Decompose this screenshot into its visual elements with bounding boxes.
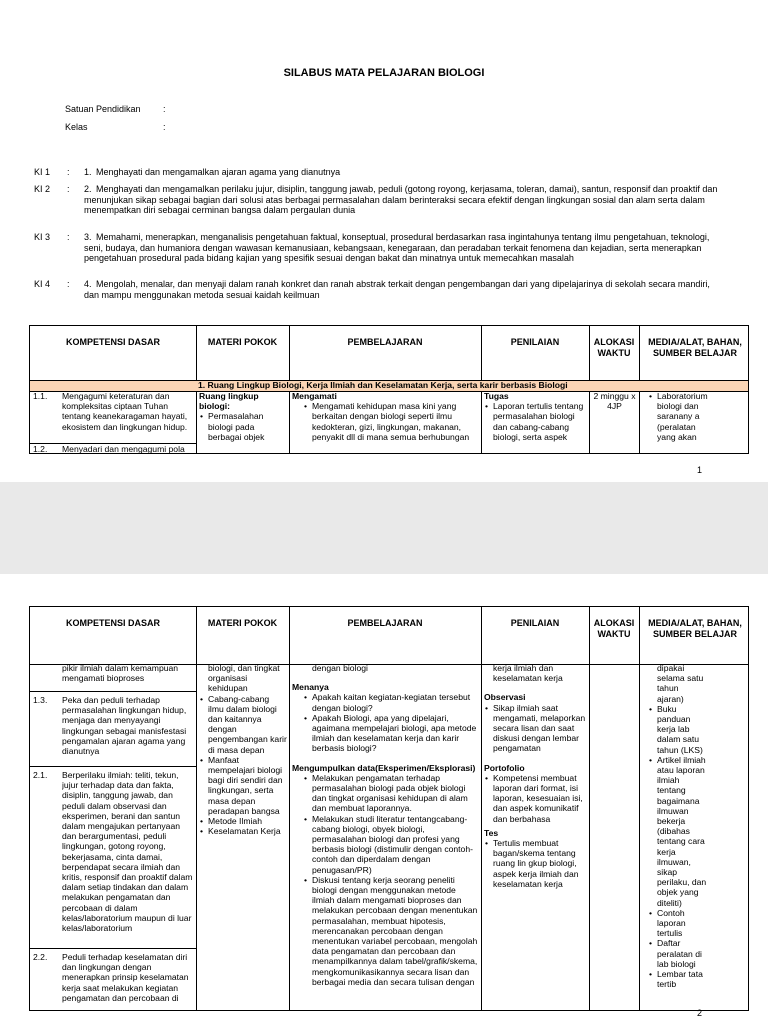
header-penilaian: PENILAIAN	[510, 618, 560, 628]
page-1	[0, 0, 768, 482]
ki-text: Memahami, menerapkan, menganalisis pengetahuan faktual, konseptual, prosedural berdasarkan rasa ingintahunya tentang ilmu pengetahuan, teknologi, seni, budaya, dan humaniora dengan wawasan kemanusiaan, kebangsaan, kenegaraan, dan peradaban terkait fenomena dan kejadian, serta menerapkan pengetahuan prosedural pada bidang kajian yang spesifik sesuai dengan bakat dan minatnya untuk memecahkan masalah	[84, 232, 710, 263]
header-materi-pokok: MATERI POKOK	[207, 618, 278, 628]
materi-item: • Permasalahan biologi pada berbagai objek	[208, 411, 287, 442]
ki-sep: :	[67, 184, 70, 194]
page-number: 2	[697, 1008, 703, 1018]
kd-number: 1.1.	[33, 391, 48, 401]
syllabus-table-page2	[29, 606, 749, 1011]
materi-heading: Ruang lingkup biologi:	[199, 391, 259, 412]
kd-number: 1.3.	[33, 695, 48, 705]
ki-label: KI 1	[34, 167, 51, 177]
header-materi-pokok: MATERI POKOK	[207, 337, 278, 347]
materi-item: • Cabang-cabang ilmu dalam biologi dan kaitannya dengan pengembangan karir di masa depan	[208, 694, 287, 755]
penilaian-item: • Sikap ilmiah saat mengamati, melaporkan secara lisan dan saat diskusi dengan lembar pengamatan	[493, 703, 587, 754]
penilaian-continuation: kerja ilmiah dan keselamatan kerja	[493, 663, 563, 684]
kd-text: Peduli terhadap keselamatan diri dan lingkungan dengan menerapkan prinsip keselamatan kerja saat melakukan kegiatan pengamatan dan percobaan di	[62, 952, 189, 1003]
ki-text: Menghayati dan mengamalkan perilaku jujur, disiplin, tanggung jawab, peduli (gotong royong, kerjasama, toleran, damai), santun, responsif dan proaktif dan menunjukan sikap sebagai bagian dari solusi atas berbagai permasalahan dalam berinteraksi secara efektif dengan lingkungan sosial dan alam serta dalam menempatkan diri sebagai cerminan bangsa dalam pergaulan dunia	[84, 184, 718, 215]
penilaian-item: • Tertulis membuat bagan/skema tentang ruang lin gkup biologi, aspek kerja ilmiah dan keselamatan kerja	[493, 838, 587, 889]
header-pembelajaran: PEMBELAJARAN	[347, 618, 423, 628]
header-kompetensi-dasar: KOMPETENSI DASAR	[65, 618, 160, 628]
meta-satuan-sep: :	[163, 104, 166, 114]
pembelajaran-item: • Melakukan studi literatur tentangcabang-cabang biologi, obyek biologi, permasalahan biologi dan profesi yang berbasis biologi (distimulir dengan contoh-contoh dan diperdalam dengan penugasan/PR)	[312, 814, 478, 875]
penilaian-heading: Tugas	[484, 391, 509, 401]
penilaian-item: • Kompetensi membuat laporan dari format, isi laporan, kesesuaian isi, dan aspek komunikatif dan berbahasa	[493, 773, 587, 824]
ki-sep: :	[67, 167, 70, 177]
page-2	[0, 574, 768, 1024]
header-alokasi-waktu: ALOKASI WAKTU	[593, 337, 635, 358]
kd-number: 2.1.	[33, 770, 48, 780]
section-title: 1. Ruang Lingkup Biologi, Kerja Ilmiah dan Keselamatan Kerja, serta karir berbasis Biologi	[198, 380, 568, 390]
penilaian-cell	[484, 663, 587, 1009]
page-number: 1	[697, 465, 703, 475]
syllabus-table-page1	[29, 325, 749, 454]
pembelajaran-continuation: dengan biologi	[312, 663, 368, 673]
penilaian-heading: Tes	[484, 827, 499, 838]
kd-text: Peka dan peduli terhadap permasalahan lingkungan hidup, menjaga dan menyayangi lingkungan sebagai manisfestasi pengamalan ajaran agama yang dianutnya	[62, 695, 187, 757]
media-continuation: dipakai selama satu tahun ajaran)	[657, 663, 704, 704]
kd-text: pikir ilmiah dalam kemampuan mengamati bioproses	[62, 663, 179, 684]
penilaian-heading: Observasi	[484, 692, 526, 703]
kd-text: Mengagumi keteraturan dan kompleksitas ciptaan Tuhan tentang keanekaragaman hayati, ekosistem dan lingkungan hidup.	[62, 391, 188, 432]
kd-text: Berperilaku ilmiah: teliti, tekun, jujur terhadap data dan fakta, disiplin, tanggung jawab, dan peduli dalam observasi dan eksperimen, berani dan santun dalam mengajukan pertanyaan dan berargumentasi, peduli lingkungan, gotong royong, bekerjasama, cinta damai, berpendapat secara ilmiah dan kritis, responsif dan proaktif dalam dalam setiap tindakan dan dalam melakukan pengamatan dan percobaan di dalam kelas/laboratorium maupun di luar kelas/laboratorium	[62, 770, 193, 934]
ki-number: 1.	[84, 167, 92, 177]
pembelajaran-item: • Mengamati kehidupan masa kini yang berkaitan dengan biologi seperti ilmu kedokteran, gizi, lingkungan, makanan, penyakit dll di mana semua berhubungan	[312, 401, 478, 442]
pembelajaran-heading: Menanya	[292, 682, 329, 693]
ki-number: 4.	[84, 279, 92, 289]
pembelajaran-item: • Apakah Biologi, apa yang dipelajari, agaimana mempelajari biologi, apa metode ilmiah dan keselamatan kerja dan karir berbasis biologi?	[312, 713, 478, 754]
pembelajaran-heading: Mengamati	[292, 391, 337, 401]
ki-number: 2.	[84, 184, 92, 194]
header-media: MEDIA/ALAT, BAHAN, SUMBER BELAJAR	[648, 618, 742, 639]
media-item: • Daftar peralatan di lab biologi	[657, 938, 707, 969]
ki-text: Menghayati dan mengamalkan ajaran agama yang dianutnya	[96, 167, 341, 177]
ki-text: Mengolah, menalar, dan menyaji dalam ranah konkret dan ranah abstrak terkait dengan pengembangan dari yang dipelajarinya di sekolah secara mandiri, dan mampu menggunakan metoda sesuai kaidah keilmuan	[84, 279, 710, 300]
media-item: • Contoh laporan tertulis	[657, 908, 707, 939]
header-pembelajaran: PEMBELAJARAN	[347, 337, 423, 347]
pembelajaran-item: • Diskusi tentang kerja seorang peneliti biologi dengan menggunakan metode ilmiah dalam mengamati bioproses dan melakukan percobaan dengan menentukan permasalahan, membuat hipotesis, merencanakan percobaan dengan menentukan variabel percobaan, mengolah data pengamatan dan percobaan dan menampilkannya dalam tabel/grafik/skema, mengkomunikasikannya secara lisan dan berbagai media dan secara tulisan dengan	[312, 875, 478, 987]
materi-cell	[199, 391, 287, 453]
media-item: • Lembar tata tertib	[657, 969, 707, 989]
ki-sep: :	[67, 279, 70, 289]
ki-number: 3.	[84, 232, 92, 242]
alokasi-value: 2 minggu x 4JP	[593, 391, 636, 412]
ki-label: KI 3	[34, 232, 51, 242]
penilaian-item: • Laporan tertulis tentang permasalahan biologi dan cabang-cabang biologi, serta aspek	[493, 401, 587, 442]
pembelajaran-cell	[292, 663, 478, 1009]
header-media: MEDIA/ALAT, BAHAN, SUMBER BELAJAR	[648, 337, 742, 358]
kd-text: Menyadari dan mengagumi pola	[62, 444, 185, 453]
pembelajaran-cell	[292, 391, 478, 453]
media-cell	[642, 391, 746, 453]
media-cell	[642, 663, 746, 1009]
ki-label: KI 2	[34, 184, 51, 194]
pembelajaran-item: • Apakah kaitan kegiatan-kegiatan tersebut dengan biologi?	[312, 692, 478, 712]
materi-cell	[199, 663, 287, 1009]
meta-kelas-sep: :	[163, 122, 166, 132]
ki-label: KI 4	[34, 279, 51, 289]
materi-continuation: biologi, dan tingkat organisasi kehidupan	[208, 663, 280, 694]
header-penilaian: PENILAIAN	[510, 337, 560, 347]
materi-item: • Metode Ilmiah	[208, 816, 287, 826]
ki-sep: :	[67, 232, 70, 242]
kd-number: 1.2.	[33, 444, 48, 454]
kd-number: 2.2.	[33, 952, 48, 962]
meta-kelas-label: Kelas	[65, 122, 88, 132]
meta-satuan-label: Satuan Pendidikan	[65, 104, 141, 114]
media-item: • Buku panduan kerja lab dalam satu tahun (LKS)	[657, 704, 707, 755]
pembelajaran-heading: Mengumpulkan data(Eksperimen/Eksplorasi)	[292, 762, 476, 773]
materi-item: • Keselamatan Kerja	[208, 826, 287, 836]
media-item: • Laboratorium biologi dan saranany a (peralatan yang akan	[657, 391, 707, 442]
media-item: • Artikel ilmiah atau laporan ilmiah tentang bagaimana ilmuwan bekerja (dibahas tentang cara kerja ilmuwan, sikap perilaku, dan objek yang diteliti)	[657, 755, 707, 908]
penilaian-cell	[484, 391, 587, 453]
pembelajaran-item: • Melakukan pengamatan terhadap permasalahan biologi pada objek biologi dan tingkat organisasi kehidupan di alam dan membuat laporannya.	[312, 773, 478, 814]
header-kompetensi-dasar: KOMPETENSI DASAR	[65, 337, 160, 347]
materi-item: • Manfaat mempelajari biologi bagi diri sendiri dan lingkungan, serta masa depan peradapan bangsa	[208, 755, 287, 816]
penilaian-heading: Portofolio	[484, 762, 525, 773]
header-alokasi-waktu: ALOKASI WAKTU	[593, 618, 635, 639]
page-title: SILABUS MATA PELAJARAN BIOLOGI	[283, 67, 485, 79]
